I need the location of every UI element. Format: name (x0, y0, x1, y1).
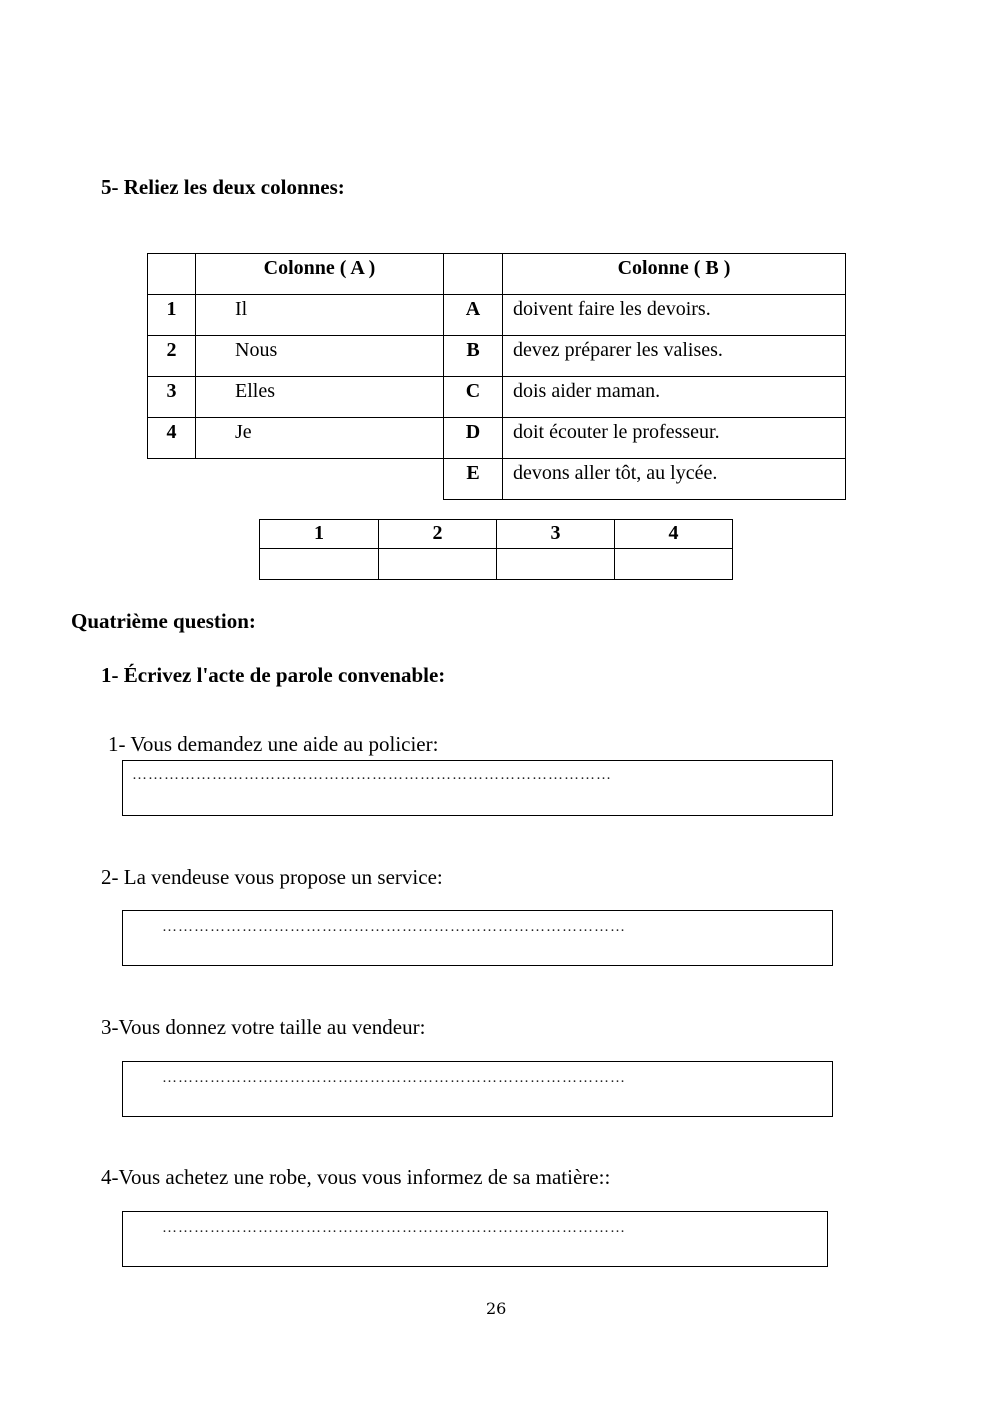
col-b-text: devez préparer les valises. (502, 335, 846, 377)
speech-act-prompt: 3-Vous donnez votre taille au vendeur: (101, 1015, 426, 1039)
dotted-line: …………………………………………………………………………… (162, 1220, 626, 1236)
column-a-header: Colonne ( A ) (195, 253, 444, 295)
col-b-text: devons aller tôt, au lycée. (502, 458, 846, 500)
answer-grid-input[interactable] (496, 548, 615, 580)
answer-box[interactable] (122, 1211, 828, 1267)
col-b-letter: D (443, 417, 503, 459)
speech-act-prompt: 1- Vous demandez une aide au policier: (108, 732, 439, 756)
dotted-line: …………………………………………………………………………… (162, 1070, 626, 1086)
speech-act-prompt: 4-Vous achetez une robe, vous vous informez de sa matière:: (101, 1165, 611, 1189)
answer-grid-header: 1 (259, 519, 379, 549)
col-a-text: Il (195, 294, 444, 336)
col-a-text: Elles (195, 376, 444, 418)
corner-cell-a (147, 253, 196, 295)
page-number: 26 (486, 1299, 507, 1318)
answer-grid-input[interactable] (378, 548, 497, 580)
col-a-number: 4 (147, 417, 196, 459)
answer-box[interactable] (122, 1061, 833, 1117)
question-4-subtitle: 1- Écrivez l'acte de parole convenable: (101, 663, 446, 687)
col-b-letter: C (443, 376, 503, 418)
corner-cell-b (443, 253, 503, 295)
answer-grid-input[interactable] (614, 548, 733, 580)
col-b-text: dois aider maman. (502, 376, 846, 418)
col-b-letter: A (443, 294, 503, 336)
answer-grid-header: 4 (614, 519, 733, 549)
answer-grid-header: 3 (496, 519, 615, 549)
col-a-number: 3 (147, 376, 196, 418)
col-b-letter: B (443, 335, 503, 377)
dotted-line: …………………………………………………………………………… (162, 919, 626, 935)
speech-act-prompt: 2- La vendeuse vous propose un service: (101, 865, 443, 889)
answer-grid-input[interactable] (259, 548, 379, 580)
answer-grid-header: 2 (378, 519, 497, 549)
col-b-letter: E (443, 458, 503, 500)
col-b-text: doit écouter le professeur. (502, 417, 846, 459)
col-b-text: doivent faire les devoirs. (502, 294, 846, 336)
answer-box[interactable] (122, 910, 833, 966)
question-4-title: Quatrième question: (71, 609, 256, 633)
exercise-5-title: 5- Reliez les deux colonnes: (101, 175, 345, 199)
col-a-text: Je (195, 417, 444, 459)
column-b-header: Colonne ( B ) (502, 253, 846, 295)
answer-box[interactable] (122, 760, 833, 816)
col-a-text: Nous (195, 335, 444, 377)
col-a-number: 2 (147, 335, 196, 377)
col-a-number: 1 (147, 294, 196, 336)
dotted-line: ……………………………………………………………………………… (132, 767, 612, 783)
